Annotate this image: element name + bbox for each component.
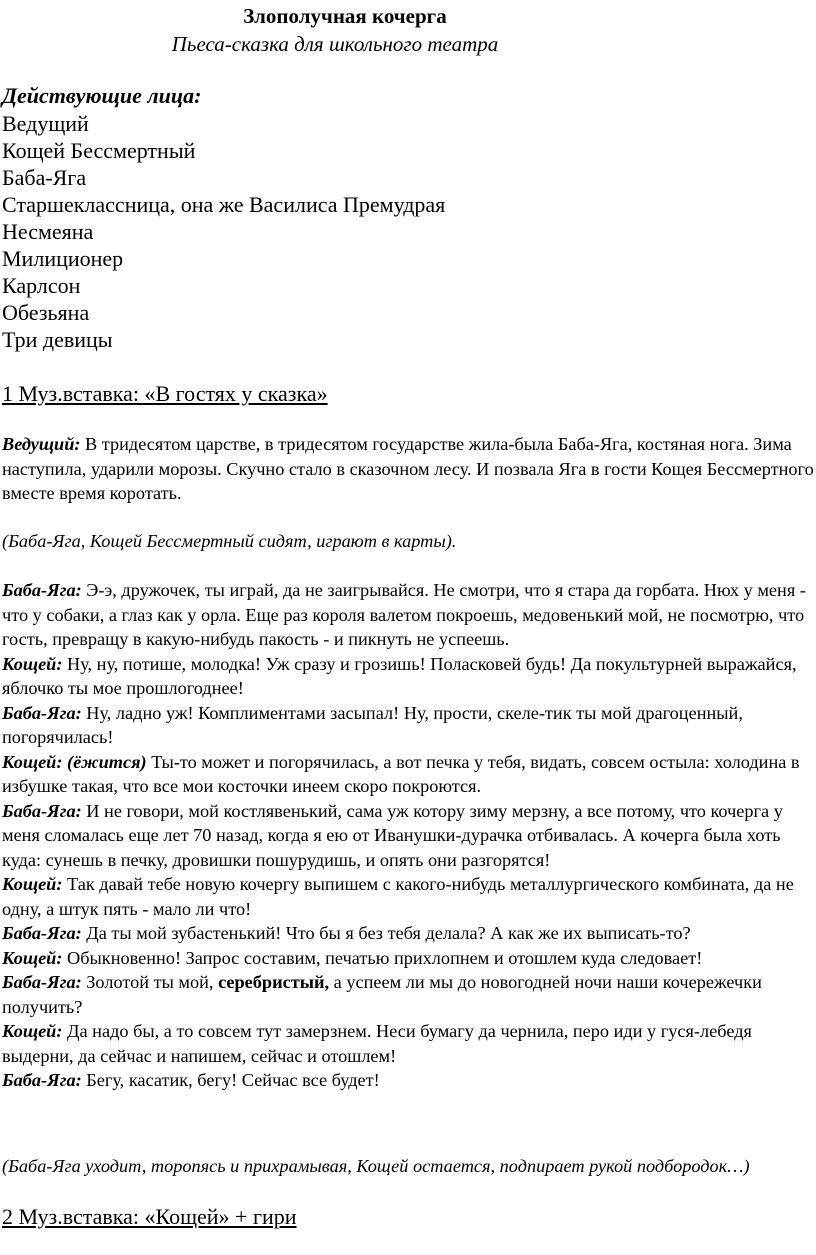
line-text: Бегу, касатик, бегу! Сейчас все будет! (81, 1070, 380, 1090)
dialogue-line (2, 1068, 814, 1093)
stage-direction-1: (Баба-Яга, Кощей Бессмертный сидят, играют в карты). (2, 531, 457, 551)
cast-heading: Действующие лица: (2, 83, 202, 108)
speaker-name: Кощей: (2, 874, 63, 894)
narrator-text: В тридесятом царстве, в тридесятом государстве жила-была Баба-Яга, костяная нога. Зима наступила, ударили морозы. Скучно стало в сказочном лесу. И позвала Яга в гости Кощея Бессмертного вместе время коротать. (2, 434, 814, 503)
speaker-name: Баба-Яга: (2, 702, 82, 723)
line-text: а успеем ли мы до новогодней ночи наши кочережечки получить? (2, 972, 762, 1017)
dialogue-line (2, 750, 814, 799)
line-text: Обыкновенно! Запрос составим, печатью прихлопнем и отошлем куда следовает! (62, 947, 703, 968)
dialogue-line (2, 701, 814, 750)
cast-member: Три девицы (2, 327, 113, 352)
line-text: Ты-то может и погорячилась, а вот печка у тебя, видать, совсем остыла: холодина в избушке такая, что все мои косточки инеем скоро покроются. (2, 751, 800, 796)
line-text: И не говори, мой костлявенький, сама уж котору зиму мерзну, а все потому, что кочерга у меня сломалась еще лет 70 назад, когда я ею от Иванушки-дурачка отбивалась. А кочерга была хоть куда: сунешь в печку, дровишки пошурудишь, и опять они разгорятся! (2, 800, 783, 870)
speaker-name: Баба-Яга: (2, 972, 82, 992)
speaker-name: Баба-Яга: (2, 1070, 82, 1090)
dialogue-line (2, 578, 814, 652)
line-text: Ну, ладно уж! Комплиментами засыпал! Ну, прости, скеле-тик ты мой драгоценный, погорячилась! (2, 702, 743, 747)
line-text: Э-э, дружочек, ты играй, да не заигрывайся. Не смотри, что я стара да горбата. Нюх у меня - что у собаки, а глаз как у орла. Еще раз короля валетом покроешь, медовенький мой, не посмотрю, что гость, превращу в какую-нибудь пакость - и пикнуть не успеешь. (2, 580, 806, 649)
dialogue-line (2, 652, 814, 701)
dialogue-line (2, 970, 814, 1019)
speaker-name: Баба-Яга: (2, 580, 82, 600)
dialogue-line (2, 872, 814, 921)
speaker-name: Кощей: (2, 1021, 63, 1041)
music-insert-1: 1 Муз.вставка: «В гостях у сказка» (2, 381, 328, 406)
dialogue-line (2, 921, 814, 946)
speaker-name: Кощей: (2, 653, 63, 674)
narrator-paragraph (2, 432, 814, 506)
speaker-name: Кощей: (2, 947, 63, 968)
dialogue-line (2, 799, 814, 873)
emphasized-word: серебристый, (218, 972, 330, 992)
stage-direction-2: (Баба-Яга уходит, торопясь и прихрамывая, Кощей остается, подпирает рукой подбородок…) (2, 1156, 750, 1176)
music-insert-2: 2 Муз.вставка: «Кощей» + гири (2, 1204, 297, 1229)
dialogue-line (2, 1019, 814, 1068)
speaker-name: Ведущий: (2, 434, 81, 454)
cast-list (2, 110, 445, 353)
cast-member: Баба-Яга (2, 165, 87, 190)
line-text: Золотой ты мой, (81, 972, 219, 992)
speaker-name: Баба-Яга: (2, 923, 82, 943)
line-text: Так давай тебе новую кочергу выпишем с какого-нибудь металлургического комбината, да не одну, а штук пять - мало ли что! (2, 874, 794, 919)
dialogue-block (2, 578, 814, 1093)
speaker-name: Кощей: (2, 751, 63, 772)
play-title: Злополучная кочерга (243, 4, 447, 28)
speaker-name: Баба-Яга: (2, 800, 82, 821)
stage-remark: (ёжится) (62, 751, 147, 772)
cast-member: Старшеклассница, она же Василиса Премудрая (2, 192, 446, 217)
cast-member: Милиционер (2, 246, 124, 271)
line-text: Да надо бы, а то совсем тут замерзнем. Неси бумагу да чернила, перо иди у гуся-лебедя выдерни, да сейчас и напишем, сейчас и отошлем! (2, 1021, 752, 1066)
line-text: Да ты мой зубастенький! Что бы я без тебя делала? А как же их выписать-то? (81, 923, 691, 943)
cast-member: Кощей Бессмертный (2, 138, 196, 163)
cast-member: Ведущий (2, 111, 89, 136)
play-subtitle: Пьеса-сказка для школьного театра (171, 32, 499, 56)
cast-member: Карлсон (2, 273, 81, 298)
cast-member: Несмеяна (2, 219, 94, 244)
dialogue-line (2, 946, 814, 971)
cast-member: Обезьяна (2, 300, 90, 325)
line-text: Ну, ну, потише, молодка! Уж сразу и грозишь! Поласковей будь! Да покультурней выражайся, яблочко ты мое прошлогоднее! (2, 653, 797, 698)
